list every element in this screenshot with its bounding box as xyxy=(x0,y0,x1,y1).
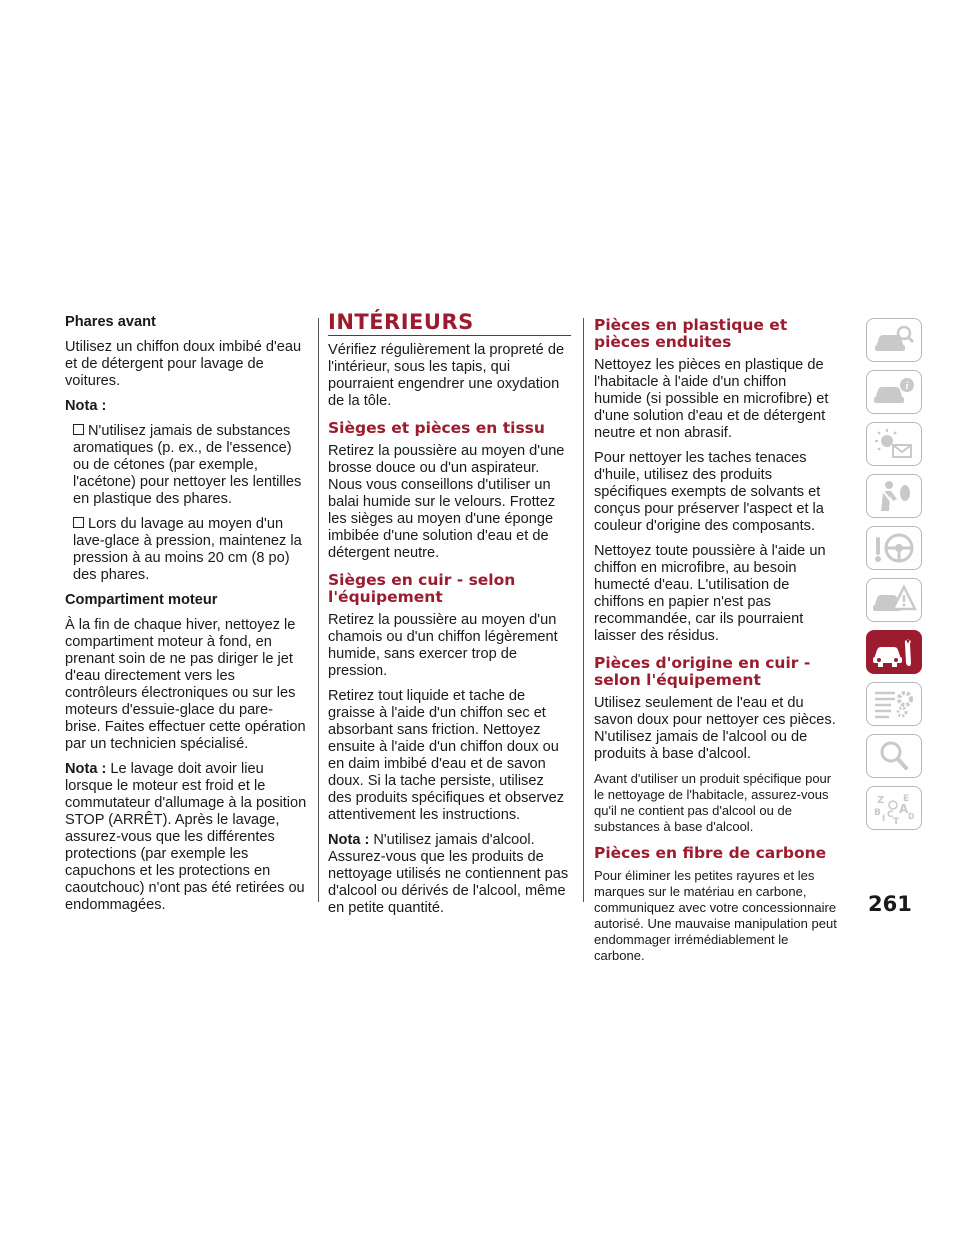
bullet-text: N'utilisez jamais de substances aromatiques (p. ex., de l'essence) ou de cétones (par exemple, l'acétone) pour nettoyer les lentilles en plastique des phares. xyxy=(73,423,302,507)
paragraph-plastique-3: Nettoyez toute poussière à l'aide un chiffon en microfibre, au besoin humecté d'eau. L'utilisation de chiffons en papier n'est pas recommandée, car ils pourraient laisser des résidus. xyxy=(594,543,826,644)
nota-block xyxy=(328,832,571,917)
list-item xyxy=(65,423,308,508)
column-1 xyxy=(65,314,308,922)
paragraph-interieurs: Vérifiez régulièrement la propreté de l'intérieur, sous les tapis, qui pourraient engendrer une oxydation de la tôle. xyxy=(328,342,565,409)
tab-index[interactable] xyxy=(866,786,922,830)
section-title-interieurs: INTÉRIEURS xyxy=(328,314,571,336)
svg-text:i: i xyxy=(905,381,909,392)
tab-breakdown[interactable] xyxy=(866,578,922,622)
tab-car-info[interactable] xyxy=(866,370,922,414)
nota-text: N'utilisez jamais d'alcool. Assurez-vous que les produits de nettoyage utilisés ne contiennent pas d'alcool ou dérivés de l'alcool, même en petite quantité. xyxy=(328,832,569,916)
tab-car-service[interactable] xyxy=(866,630,922,674)
tab-steering-wheel[interactable] xyxy=(866,526,922,570)
list-item xyxy=(65,516,308,584)
warning-lights-icon xyxy=(871,427,917,461)
checkbox-bullet-icon xyxy=(73,424,84,435)
index-letter: T xyxy=(893,817,900,825)
paragraph-carbone: Pour éliminer les petites rayures et les marques sur le matériau en carbone, communiquez avec votre concessionnaire autorisé. Une mauvaise manipulation peut endommager irrémédiablement le carbone. xyxy=(594,868,837,963)
heading-compartiment-moteur: Compartiment moteur xyxy=(65,592,218,608)
tab-specifications[interactable] xyxy=(866,682,922,726)
page-number: 261 xyxy=(868,892,912,916)
heading-pieces-plastique: Pièces en plastique et pièces enduites xyxy=(594,316,788,351)
paragraph-cuir-origine-1: Utilisez seulement de l'eau et du savon doux pour nettoyer ces pièces. N'utilisez jamais de l'alcool ou de produits à base d'alcool. xyxy=(594,695,836,762)
tab-search[interactable] xyxy=(866,734,922,778)
index-letter: I xyxy=(882,814,886,824)
paragraph-cuir-origine-2: Avant d'utiliser un produit spécifique pour le nettoyage de l'habitacle, assurez-vous qu'il ne contient pas d'alcool ou de substances à base d'alcool. xyxy=(594,771,832,834)
paragraph-plastique-1: Nettoyez les pièces en plastique de l'habitacle à l'aide d'un chiffon humide (si possible en microfibre) et d'une solution d'eau et de détergent neutre et non abrasif. xyxy=(594,357,829,441)
breakdown-warning-icon xyxy=(871,583,917,617)
heading-nota: Nota : xyxy=(65,398,107,414)
steering-wheel-icon xyxy=(871,531,917,565)
heading-sieges-cuir: Sièges en cuir - selon l'équipement xyxy=(328,571,516,606)
nota-text: Le lavage doit avoir lieu lorsque le moteur est froid et le commutateur d'allumage à la position STOP (ARRÊT). Après le lavage, assurez-vous que les différentes protections (par exemple les capuchons et les protections en caoutchouc) n'ont pas été retirées ou endommagées. xyxy=(65,761,307,913)
tab-seatbelt-airbag[interactable] xyxy=(866,474,922,518)
index-letter: C xyxy=(887,810,894,820)
bullet-text: Lors du lavage au moyen d'un lave-glace à pression, maintenez la pression à au moins 20 cm (8 po) des phares. xyxy=(73,516,302,583)
paragraph-compartiment: À la fin de chaque hiver, nettoyez le compartiment moteur à fond, en prenant soin de ne pas diriger le jet d'eau directement vers les contrôleurs électroniques ou sur les moteurs d'essuie-glace du pare-brise. Faites effectuer cette opération par un technicien spécialisé. xyxy=(65,617,306,752)
index-icon xyxy=(871,791,917,825)
heading-sieges-tissu: Sièges et pièces en tissu xyxy=(328,419,545,437)
index-letter: D xyxy=(908,812,915,821)
tab-car-search[interactable] xyxy=(866,318,922,362)
seatbelt-airbag-icon xyxy=(871,479,917,513)
column-divider xyxy=(583,318,584,902)
column-2 xyxy=(328,310,571,925)
tab-warning-lights[interactable] xyxy=(866,422,922,466)
index-letter: B xyxy=(874,808,881,818)
nota-label: Nota : xyxy=(65,761,107,777)
heading-fibre-carbone: Pièces en fibre de carbone xyxy=(594,844,827,862)
index-letter: E xyxy=(903,794,910,804)
search-icon xyxy=(871,739,917,773)
heading-phares-avant: Phares avant xyxy=(65,314,156,330)
heading-cuir-origine: Pièces d'origine en cuir - selon l'équipement xyxy=(594,654,811,689)
checkbox-bullet-icon xyxy=(73,517,84,528)
nota-label: Nota : xyxy=(328,832,370,848)
index-letter: Z xyxy=(877,795,885,806)
chapter-tab-sidebar xyxy=(866,318,922,838)
car-service-icon xyxy=(871,635,917,669)
paragraph-plastique-2: Pour nettoyer les taches tenaces d'huile, utilisez des produits spécifiques exempts de solvants et conçus pour préserver l'aspect et la couleur d'origine des composants. xyxy=(594,450,824,534)
column-divider xyxy=(318,318,319,902)
nota-block xyxy=(65,761,308,914)
paragraph-cuir-2: Retirez tout liquide et tache de graisse à l'aide d'un chiffon sec et absorbant sans friction. Nettoyez ensuite à l'aide d'un chiffon doux ou en daim imbibé d'eau et de savon doux. Si la tache persiste, utilisez des produits spécifiques et observez attentivement les instructions. xyxy=(328,688,565,823)
paragraph-cuir-1: Retirez la poussière au moyen d'un chamois ou d'un chiffon légèrement humide, sans exercer trop de pression. xyxy=(328,612,558,679)
car-search-icon xyxy=(871,323,917,357)
paragraph-phares: Utilisez un chiffon doux imbibé d'eau et de détergent pour lavage de voitures. xyxy=(65,339,302,389)
paragraph-sieges-tissu: Retirez la poussière au moyen d'une brosse douce ou d'un aspirateur. Nous vous conseillons d'utiliser un balai humide sur le velours. Frottez les sièges au moyen d'une éponge imbibée d'une solution d'eau et de détergent neutre. xyxy=(328,443,565,561)
specifications-icon xyxy=(871,687,917,721)
car-info-icon xyxy=(871,375,917,409)
index-letter: A xyxy=(899,802,909,816)
column-3 xyxy=(594,314,838,972)
